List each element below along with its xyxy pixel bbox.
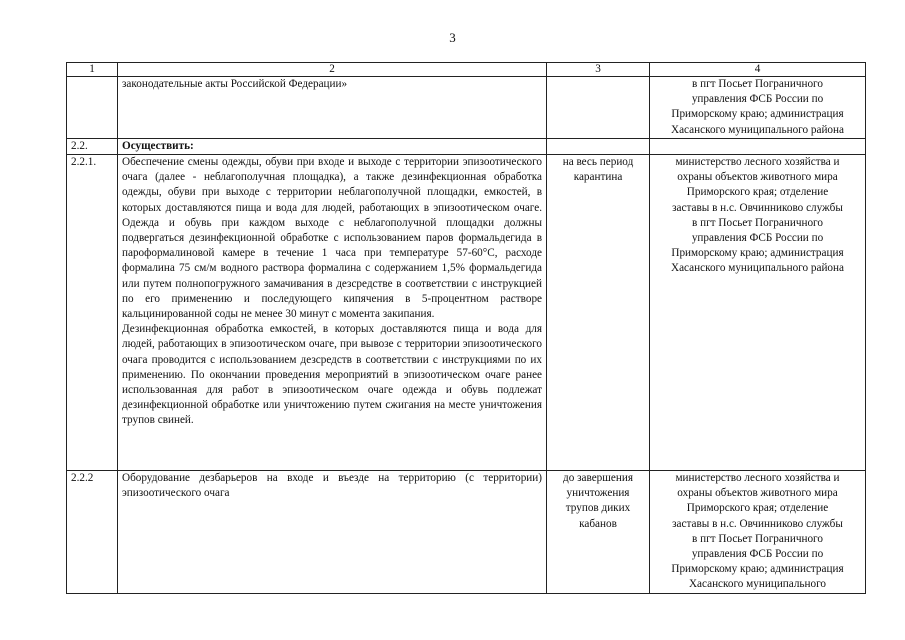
header-cell: 3 [547,63,650,77]
term-text: на весь период карантина [547,155,650,471]
term-text: до завершения уничтожения трупов диких кабанов [547,471,650,594]
action-text [118,155,547,471]
table-row [67,138,866,154]
item-number: 2.2.2 [67,471,118,594]
header-cell: 2 [118,63,547,77]
table-row [67,155,866,471]
term-text [547,138,650,154]
table-row [67,77,866,139]
measures-table [66,62,866,594]
table-header-row [67,63,866,77]
header-cell: 4 [650,63,866,77]
item-number: 2.2. [67,138,118,154]
header-cell: 1 [67,63,118,77]
action-text: Оборудование дезбарьеров на входе и въезде на территорию (с территории) эпизоотического очага [118,471,547,594]
action-paragraph: Обеспечение смены одежды, обуви при входе и выходе с территории эпизоотического очага (далее - неблагополучная площадка), а также дезинфекционная обработка одежды, обуви при выходе с территории неблагополучной площадки, емкостей, в которых доставляются пища и вода для людей, работающих в эпизоотическом очаге. Одежда и обувь при каждом выходе с неблагополучной площадки должны подвергаться дезинфекционной обработке с использованием паров формальдегида в пароформалиновой камере в течение 1 часа при температуре 57-60°С, расходе формалина 75 см/м водного раствора формалина с содержанием 1,5% формальдегида или путем полнопогружного замачивания в дезсредстве в соответствии с инструкцией по его применению и последующего кипячения в 5-процентном растворе кальцинированной соды не менее 30 минут с момента закипания. [122,156,542,321]
action-paragraph: Дезинфекционная обработка емкостей, в которых доставляются пища и вода для людей, работающих в эпизоотическом очаге, при вывозе с территории эпизоотического очага проводится с использованием дезсредств в соответствии с инструкциями по их применению. По окончании проведения мероприятий в эпизоотическом очаге ранее использованная для работ в эпизоотическом очаге одежда и обувь подлежат дезинфекционной обработке или уничтожению путем сжигания на месте уничтожения трупов свиней. [122,323,542,427]
responsible-text: министерство лесного хозяйства и охраны объектов животного мира Приморского края; отделение заставы в н.с. Овчинниково службы в пгт Посьет Пограничного управления ФСБ России по Приморскому краю; администрация Хасанского муниципального [650,471,866,594]
term-text [547,77,650,139]
table-row [67,471,866,594]
item-number [67,77,118,139]
responsible-text [650,138,866,154]
section-heading: Осуществить: [118,138,547,154]
responsible-text: министерство лесного хозяйства и охраны объектов животного мира Приморского края; отделение заставы в н.с. Овчинниково службы в пгт Посьет Пограничного управления ФСБ России по Приморскому краю; администрация Хасанского муниципального района [650,155,866,471]
action-text: законодательные акты Российской Федерации» [118,77,547,139]
item-number: 2.2.1. [67,155,118,471]
responsible-text: в пгт Посьет Пограничного управления ФСБ России по Приморскому краю; администрация Хасанского муниципального района [650,77,866,139]
page-number: 3 [449,30,456,45]
